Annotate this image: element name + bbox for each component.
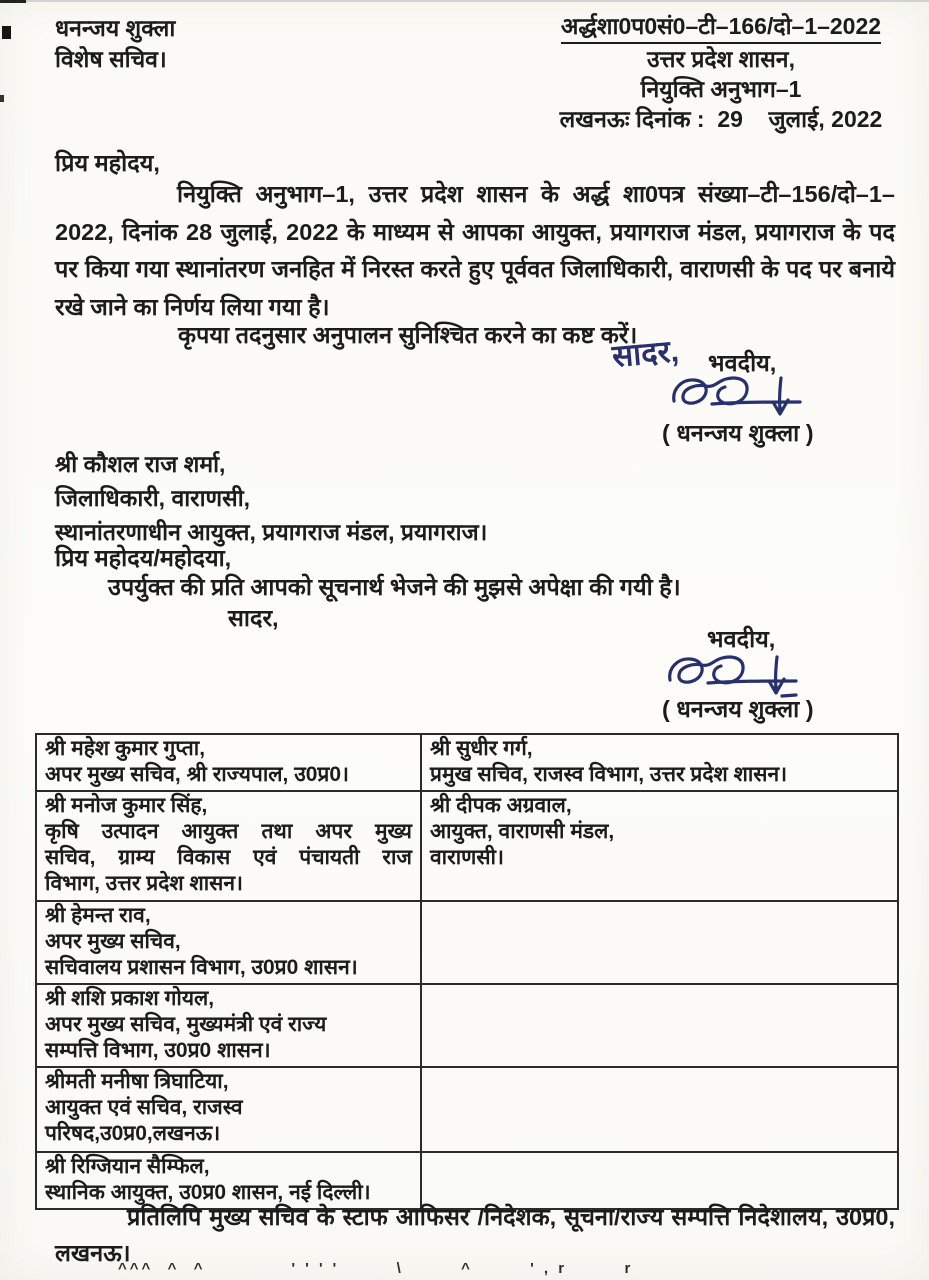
table-cell <box>421 901 898 984</box>
request-line: कृपया तदनुसार अनुपालन सुनिश्चित करने का कष्ट करें। <box>178 322 638 348</box>
table-cell-line: श्री रिग्जियान सैम्फिल, <box>45 1155 210 1178</box>
table-cell-line: अपर मुख्य सचिव, श्री राज्यपाल, उ0प्र0। <box>45 763 349 786</box>
table-cell-line: अपर मुख्य सचिव, मुख्यमंत्री एवं राज्य <box>45 1013 327 1036</box>
endorsement-regards: सादर, <box>228 605 279 631</box>
table-cell <box>421 984 898 1067</box>
table-cell <box>421 734 898 791</box>
table-cell-line: सचिव, ग्राम्य विकास एवं पंचायती राज <box>45 846 412 869</box>
addressee-transfer-line: स्थानांतरणाधीन आयुक्त, प्रयागराज मंडल, प्रयागराज। <box>55 519 488 545</box>
sender-block <box>55 13 175 75</box>
table-row <box>36 734 898 791</box>
place-and-date: लखनऊः दिनांक : 29 जुलाई, 2022 <box>559 106 883 132</box>
copy-to-city: लखनऊ। <box>55 1240 131 1266</box>
table-cell-line: स्थानिक आयुक्त, उ0प्र0 शासन, नई दिल्ली। <box>45 1181 371 1204</box>
sender-name: धनन्जय शुक्ला <box>55 15 176 41</box>
addressee-block <box>55 447 487 549</box>
closing-word: भवदीय, <box>708 350 777 376</box>
table-cell-line: सचिवालय प्रशासन विभाग, उ0प्र0 शासन। <box>45 956 358 979</box>
table-row <box>36 984 898 1067</box>
table-cell-line: श्रीमती मनीषा त्रिघाटिया, <box>45 1070 229 1093</box>
endorsement-body: उपर्युक्त की प्रति आपको सूचनार्थ भेजने की मुझसे अपेक्षा की गयी है। <box>108 574 681 600</box>
table-cell-line: परिषद,उ0प्र0,लखनऊ। <box>45 1122 221 1145</box>
section-name: नियुक्ति अनुभाग–1 <box>640 76 802 102</box>
table-cell <box>36 984 421 1067</box>
table-cell <box>36 791 421 901</box>
table-cell-line: प्रमुख सचिव, राजस्व विभाग, उत्तर प्रदेश शासन। <box>430 763 788 786</box>
table-cell-line: श्री सुधीर गर्ग, <box>430 737 533 760</box>
copy-to-line: प्रतिलिपि मुख्य सचिव के स्टाफ आफिसर /निदेशक, सूचना/राज्य सम्पत्ति निदेशालय, उ0प्र0, <box>127 1204 895 1230</box>
scan-artifact-edge <box>0 95 4 102</box>
government-name: उत्तर प्रदेश शासन, <box>647 46 795 72</box>
table-cell-line: आयुक्त एवं सचिव, राजस्व <box>45 1096 243 1119</box>
table-cell-line: सम्पत्ति विभाग, उ0प्र0 शासन। <box>45 1039 271 1062</box>
table-cell-line: आयुक्त, वाराणसी मंडल, <box>430 820 615 843</box>
table-cell-line: वाराणसी। <box>430 846 504 869</box>
table-cell <box>421 1067 898 1152</box>
addressee-designation: जिलाधिकारी, वाराणसी, <box>55 485 251 511</box>
table-row <box>36 791 898 901</box>
letter-body: नियुक्ति अनुभाग–1, उत्तर प्रदेश शासन के अर्द्ध शा0पत्र संख्या–टी–156/दो–1–2022, दिनांक 28 जुलाई, 2022 के माध्यम से आपका आयुक्त, प्रयागराज मंडल, प्रयागराज के पद पर किया गया स्थानांतरण जनहित में निरस्त करते हुए पूर्ववत जिलाधिकारी, वाराणसी के पद पर बनाये रखे जाने का निर्णय लिया गया है। <box>55 181 895 320</box>
distribution-table <box>35 733 899 1210</box>
table-cell <box>36 734 421 791</box>
table-cell-line: श्री मनोज कुमार सिंह, <box>45 794 208 817</box>
table-cell <box>36 1067 421 1152</box>
table-cell-line: श्री दीपक अग्रवाल, <box>430 794 572 817</box>
endorsement-closing: भवदीय, <box>707 626 776 652</box>
letterhead-block <box>546 11 896 134</box>
table-cell-line: श्री महेश कुमार गुप्ता, <box>45 737 206 760</box>
table-cell <box>36 901 421 984</box>
table-row <box>36 1067 898 1152</box>
table-cell <box>421 791 898 901</box>
scan-artifact-topline <box>0 0 929 2</box>
endorsement-salutation: प्रिय महोदय/महोदया, <box>55 545 232 571</box>
scan-artifact-corner <box>0 0 26 3</box>
cutoff-text-line: ^^^ ^ ^ ' ' ' ' \ ^ ' , r r <box>118 1260 634 1277</box>
signatory-name: ( धनन्जय शुक्ला ) <box>662 696 814 722</box>
table-row <box>36 901 898 984</box>
reference-number: अर्द्धशा0प0सं0–टी–166/दो–1–2022 <box>561 11 881 44</box>
table-cell-line: कृषि उत्पादन आयुक्त तथा अपर मुख्य <box>45 820 412 843</box>
sender-title: विशेष सचिव। <box>55 46 167 72</box>
scan-artifact-chip <box>2 26 11 39</box>
salutation: प्रिय महोदय, <box>55 150 160 176</box>
signatory-name: ( धनन्जय शुक्ला ) <box>662 420 814 446</box>
table-cell-line: श्री शशि प्रकाश गोयल, <box>45 987 215 1010</box>
table-cell-line: विभाग, उत्तर प्रदेश शासन। <box>45 872 243 895</box>
table-cell-line: अपर मुख्य सचिव, <box>45 930 181 953</box>
handwritten-regards: सादर, <box>610 333 681 374</box>
addressee-name: श्री कौशल राज शर्मा, <box>55 451 226 477</box>
table-cell-line: श्री हेमन्त राव, <box>45 904 151 927</box>
